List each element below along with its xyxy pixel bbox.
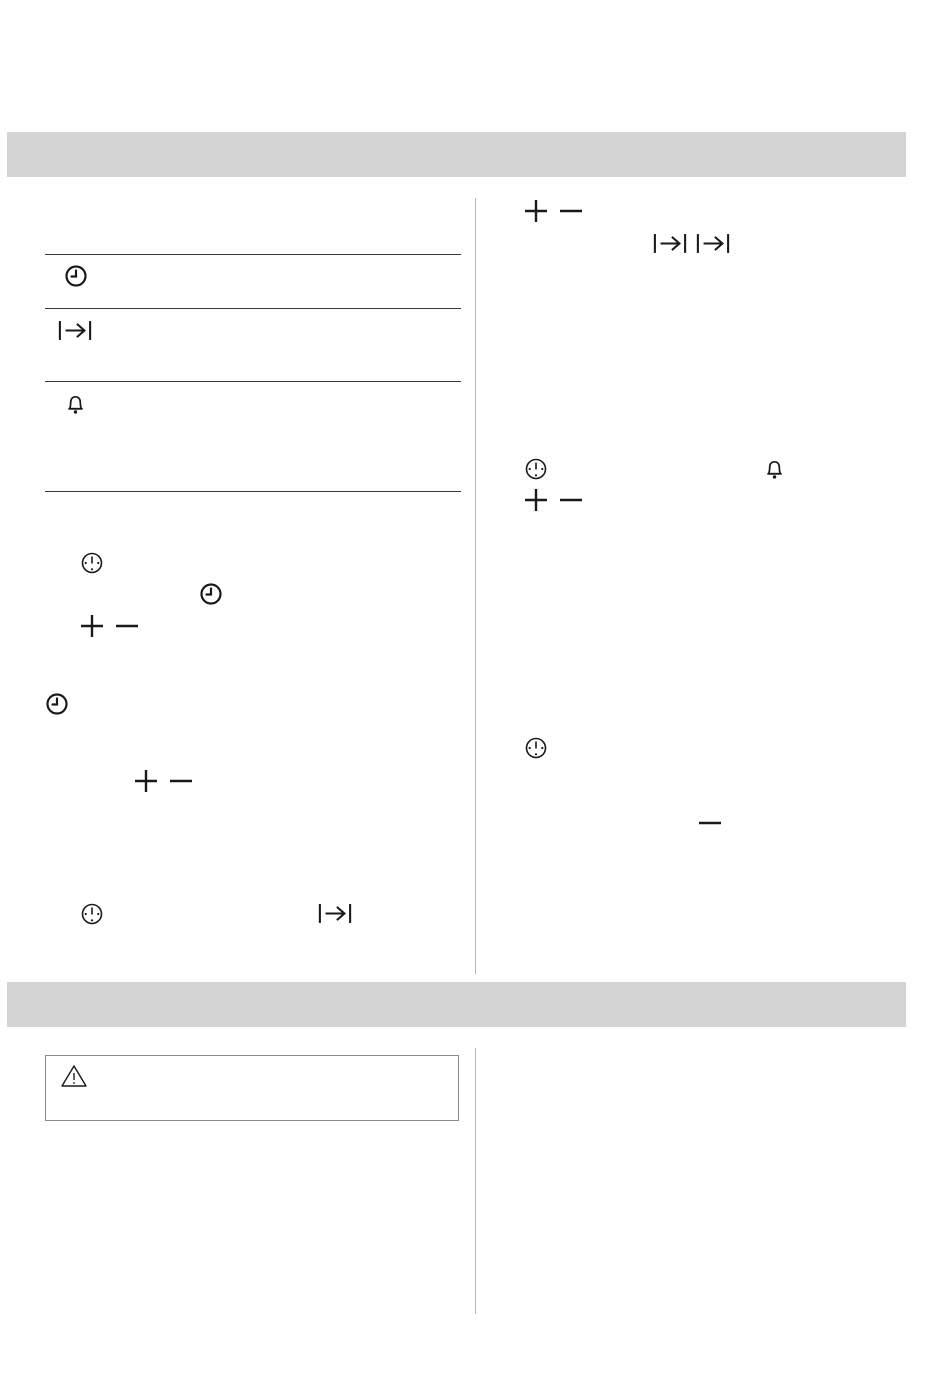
plus-icon bbox=[80, 614, 104, 638]
timer-dial-icon bbox=[524, 457, 548, 481]
table-rule-top bbox=[45, 254, 461, 255]
clock-icon bbox=[64, 264, 88, 288]
minus-icon bbox=[115, 614, 139, 638]
plus-icon bbox=[524, 488, 548, 512]
section-header-band-2 bbox=[7, 982, 906, 1027]
warning-box bbox=[45, 1055, 459, 1121]
column-divider-2 bbox=[475, 1048, 476, 1314]
end-time-icon bbox=[696, 232, 730, 255]
warning-triangle-icon bbox=[60, 1064, 88, 1088]
timer-dial-icon bbox=[524, 736, 548, 760]
minus-icon bbox=[559, 199, 583, 223]
timer-dial-icon bbox=[80, 551, 104, 575]
bell-icon bbox=[64, 392, 87, 416]
clock-icon bbox=[45, 692, 69, 716]
minus-icon bbox=[698, 811, 722, 835]
table-rule-2 bbox=[45, 381, 461, 382]
plus-icon bbox=[524, 199, 548, 223]
table-rule-1 bbox=[45, 308, 461, 309]
section-header-band-1 bbox=[7, 132, 906, 177]
minus-icon bbox=[559, 488, 583, 512]
table-rule-bottom bbox=[45, 491, 461, 492]
plus-icon bbox=[134, 769, 158, 793]
end-time-icon bbox=[318, 902, 352, 925]
clock-icon bbox=[199, 582, 223, 606]
minus-icon bbox=[169, 769, 193, 793]
end-time-icon bbox=[58, 319, 92, 342]
end-time-icon bbox=[653, 232, 687, 255]
column-divider-1 bbox=[475, 198, 476, 974]
bell-icon bbox=[763, 457, 786, 481]
timer-dial-icon bbox=[80, 902, 104, 926]
